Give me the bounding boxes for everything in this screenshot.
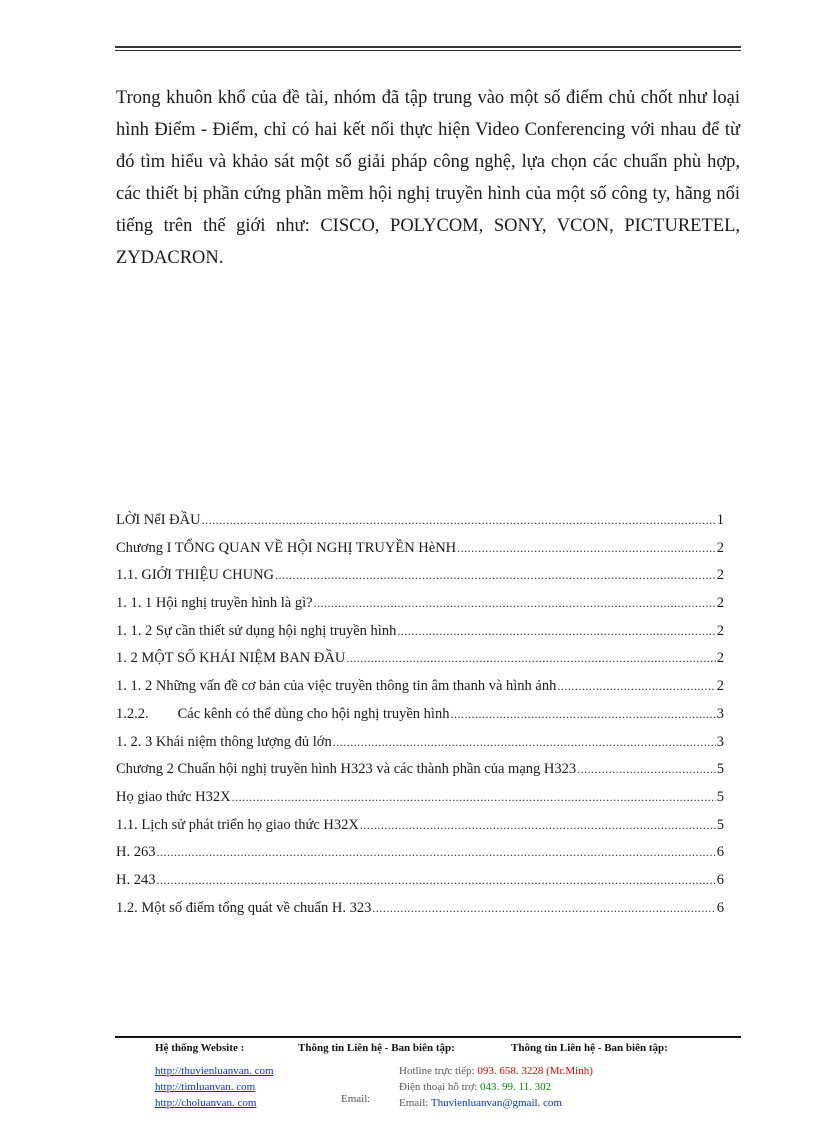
footer-contact-heading-2 — [511, 1041, 668, 1063]
toc-leader-dots — [577, 762, 716, 777]
websites-heading: Hệ thống Website : — [155, 1042, 245, 1054]
table-of-contents — [116, 512, 724, 927]
phone-value: 043. 99. 11. 302 — [479, 1081, 552, 1093]
toc-entry-page: 6 — [716, 871, 724, 888]
link-timluanvan[interactable]: http://timluanvan. com — [155, 1081, 256, 1093]
toc-entry-title: 1.1. GIỚI THIỆU CHUNG — [116, 567, 275, 584]
toc-leader-dots — [156, 845, 715, 860]
link-thuvienluanvan[interactable]: http://thuvienluanvan. com — [155, 1065, 274, 1077]
toc-leader-dots — [156, 873, 715, 888]
toc-entry-page: 5 — [716, 761, 724, 778]
footer-contact-details — [399, 1063, 593, 1111]
footer-rule — [115, 1036, 741, 1038]
hotline-label: Hotline trực tiếp: — [399, 1065, 475, 1077]
toc-entry[interactable] — [116, 789, 724, 817]
toc-entry-title: 1.2.2. Các kênh có thể dùng cho hội nghị truyền hình — [116, 705, 450, 722]
email-label-left: Email: — [341, 1093, 371, 1105]
toc-entry-title: 1. 1. 1 Hội nghị truyền hình là gì? — [116, 595, 313, 612]
toc-entry[interactable] — [116, 540, 724, 568]
toc-entry-page: 3 — [716, 733, 724, 750]
toc-entry-page: 6 — [716, 844, 724, 861]
link-choluanvan[interactable]: http://choluanvan. com — [155, 1097, 257, 1109]
toc-entry-page: 2 — [716, 650, 724, 667]
toc-leader-dots — [397, 624, 715, 639]
email-value[interactable]: Thuvienluanvan@gmail. com — [430, 1097, 562, 1109]
toc-entry-title: LỜI NểI ĐẦU — [116, 512, 201, 528]
toc-entry-title: 1.1. Lịch sử phát triển họ giao thức H32X — [116, 816, 359, 833]
contact-heading: Thông tin Liên hệ - Ban biên tập: — [298, 1042, 455, 1054]
toc-leader-dots — [202, 513, 716, 528]
toc-entry-page: 3 — [716, 705, 724, 722]
toc-leader-dots — [372, 901, 715, 916]
toc-entry[interactable] — [116, 900, 724, 928]
toc-entry-page: 2 — [716, 678, 724, 695]
toc-entry[interactable] — [116, 595, 724, 623]
toc-leader-dots — [450, 707, 715, 722]
toc-entry[interactable] — [116, 761, 724, 789]
footer-websites — [155, 1041, 274, 1111]
toc-leader-dots — [275, 568, 716, 583]
toc-entry-page: 2 — [716, 595, 724, 612]
toc-entry-title: H. 263 — [116, 844, 156, 861]
intro-paragraph: Trong khuôn khổ của đề tài, nhóm đã tập trung vào một số điểm chủ chốt như loại hình Điểm - Điểm, chỉ có hai kết nối thực hiện Video Conferencing với nhau để từ đó tìm hiểu và khảo sát một số giải pháp công nghệ, lựa chọn các chuẩn phù hợp, các thiết bị phần cứng phần mềm hội nghị truyền hình của một số công ty, hãng nổi tiếng trên thế giới như: CISCO, POLYCOM, SONY, VCON, PICTURETEL, ZYDACRON. — [116, 88, 740, 268]
phone-label: Điện thoại hỗ trợ: — [399, 1081, 478, 1093]
toc-entry[interactable] — [116, 623, 724, 651]
hotline-value: 093. 658. 3228 (Mr.Minh) — [477, 1065, 593, 1077]
contact-heading-secondary: Thông tin Liên hệ - Ban biên tập: — [511, 1042, 668, 1054]
toc-entry[interactable] — [116, 650, 724, 678]
toc-entry-page: 1 — [716, 512, 724, 528]
toc-leader-dots — [314, 596, 716, 611]
toc-entry[interactable] — [116, 567, 724, 595]
toc-entry-page: 2 — [716, 622, 724, 639]
toc-leader-dots — [557, 679, 715, 694]
toc-leader-dots — [333, 735, 716, 750]
toc-leader-dots — [457, 541, 716, 556]
toc-entry-title: 1. 1. 2 Sự cần thiết sử dụng hội nghị truyền hình — [116, 622, 397, 639]
toc-entry[interactable] — [116, 706, 724, 734]
toc-entry-page: 5 — [716, 816, 724, 833]
toc-entry-title: Chương 2 Chuẩn hội nghị truyền hình H323 và các thành phần của mạng H323 — [116, 761, 577, 778]
footer-contact-heading-1 — [298, 1041, 455, 1063]
toc-leader-dots — [232, 790, 716, 805]
toc-entry[interactable] — [116, 817, 724, 845]
toc-entry-page: 6 — [716, 899, 724, 916]
toc-entry-page: 2 — [716, 539, 724, 556]
toc-entry-title: Họ giao thức H32X — [116, 788, 231, 805]
toc-leader-dots — [346, 651, 715, 666]
toc-entry-title: 1. 2 MỘT SỐ KHÁI NIỆM BAN ĐẦU — [116, 650, 346, 667]
toc-entry-page: 5 — [716, 788, 724, 805]
toc-entry-title: 1.2. Một số điểm tổng quát về chuẩn H. 323 — [116, 899, 372, 916]
header-double-rule — [115, 46, 741, 51]
toc-entry[interactable] — [116, 872, 724, 900]
toc-entry-page: 2 — [716, 567, 724, 584]
toc-entry-title: Chương I TỔNG QUAN VỀ HỘI NGHỊ TRUYỀN HèNH — [116, 539, 457, 556]
toc-entry[interactable] — [116, 678, 724, 706]
toc-entry-title: 1. 1. 2 Những vấn đề cơ bản của việc truyền thông tin âm thanh và hình ảnh — [116, 678, 557, 695]
toc-entry-title: H. 243 — [116, 871, 156, 888]
toc-entry[interactable] — [116, 844, 724, 872]
toc-entry[interactable] — [116, 734, 724, 762]
toc-entry[interactable] — [116, 512, 724, 540]
toc-leader-dots — [360, 818, 716, 833]
email-label: Email: — [399, 1097, 429, 1109]
toc-entry-title: 1. 2. 3 Khái niệm thông lượng đủ lớn — [116, 733, 332, 750]
